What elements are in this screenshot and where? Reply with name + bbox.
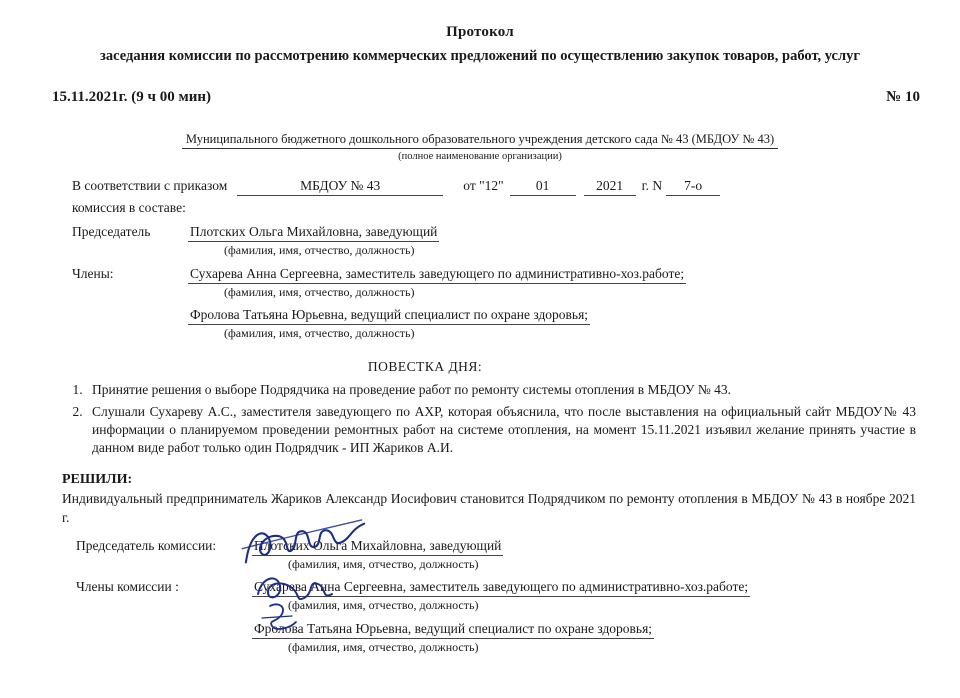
decision-label: РЕШИЛИ: [62,472,133,488]
members-block [72,266,916,341]
member-signature-name: Фролова Татьяна Юрьевна, ведущий специалист по охране здоровья; [252,621,654,639]
commission-composition-line: комиссия в составе: [72,200,186,216]
chairman-signature-name: Плотских Ольга Михайловна, заведующий [252,538,503,556]
signatures-section [0,537,960,655]
member-signature-row [252,620,916,655]
order-from-label: от "12" [463,178,504,194]
members-label: Члены: [72,266,114,282]
agenda-title: ПОВЕСТКА ДНЯ: [367,359,483,375]
member-fio-caption: (фамилия, имя, отчество, должность) [224,285,415,300]
date-and-number-row [0,89,960,106]
member-signature-name: Сухарева Анна Сергеевна, заместитель заведующего по административно-хоз.работе; [252,579,750,597]
agenda-list [0,381,960,456]
chairman-block [72,224,916,258]
organization-full-name: Муниципального бюджетного дошкольного образовательного учреждения детского сада № 43 (МБДОУ № 43) [182,132,778,149]
chairman-names [188,224,916,258]
document-number: № 10 [886,89,920,106]
member-row [188,307,916,341]
organization-name-line [0,132,960,149]
order-number-field: 7-о [666,178,720,196]
decision-text: Индивидуальный предприниматель Жариков Александр Иосифович становится Подрядчиком по ремонту отопления в МБДОУ № 43 в ноябре 2021 г. [62,491,916,525]
chairman-signature-names [252,537,916,572]
member-name: Фролова Татьяна Юрьевна, ведущий специалист по охране здоровья; [188,307,590,325]
chairman-fio-caption: (фамилия, имя, отчество, должность) [224,243,415,258]
agenda-item: 2. Слушали Сухареву А.С., заместителя заведующего по АХР, которая объяснила, что после выставления на официальный сайт МБДОУ№ 43 информации о планируемом проведении ремонтных работ на системе отопления, на момент 15.11.2021 изъявил желание принять участие в данном виде работ только один Подрядчик - ИП Жариков А.И. [86,403,916,456]
chairman-name: Плотских Ольга Михайловна, заведующий [188,224,439,242]
page-title: Протокол [446,24,514,40]
order-prefix-label: В соответствии с приказом [72,178,228,194]
members-signature-names [252,578,916,655]
member-name: Сухарева Анна Сергеевна, заместитель заведующего по административно-хоз.работе; [188,266,686,284]
members-names [188,266,916,341]
member-signature-row [252,578,916,613]
member-signature-caption: (фамилия, имя, отчество, должность) [288,639,479,654]
order-section [0,178,960,341]
order-month-field: 01 [510,178,576,196]
chairman-signature-row [76,537,916,572]
organization-caption: (полное наименование организации) [398,151,562,163]
members-signature-row [76,578,916,655]
order-organization-field: МБДОУ № 43 [237,178,443,196]
member-row [188,266,916,300]
document-date: 15.11.2021г. (9 ч 00 мин) [52,89,211,106]
page-subtitle: заседания комиссии по рассмотрению коммерческих предложений по осуществлению закупок товаров, работ, услуг [100,48,860,64]
order-year-field: 2021 [584,178,636,196]
order-g-n-label: г. N [641,178,663,194]
chairman-label: Председатель [72,224,151,240]
member-signature-caption: (фамилия, имя, отчество, должность) [288,597,479,612]
agenda-item: 1. Принятие решения о выборе Подрядчика на проведение работ по ремонту системы отопления в МБДОУ № 43. [86,381,916,399]
chairman-signature-caption: (фамилия, имя, отчество, должность) [288,556,479,571]
document-page [0,24,960,698]
chairman-signature-label: Председатель комиссии: [76,537,217,553]
member-fio-caption: (фамилия, имя, отчество, должность) [224,326,415,341]
order-row [72,178,916,196]
members-signature-label: Члены комиссии : [76,578,179,594]
